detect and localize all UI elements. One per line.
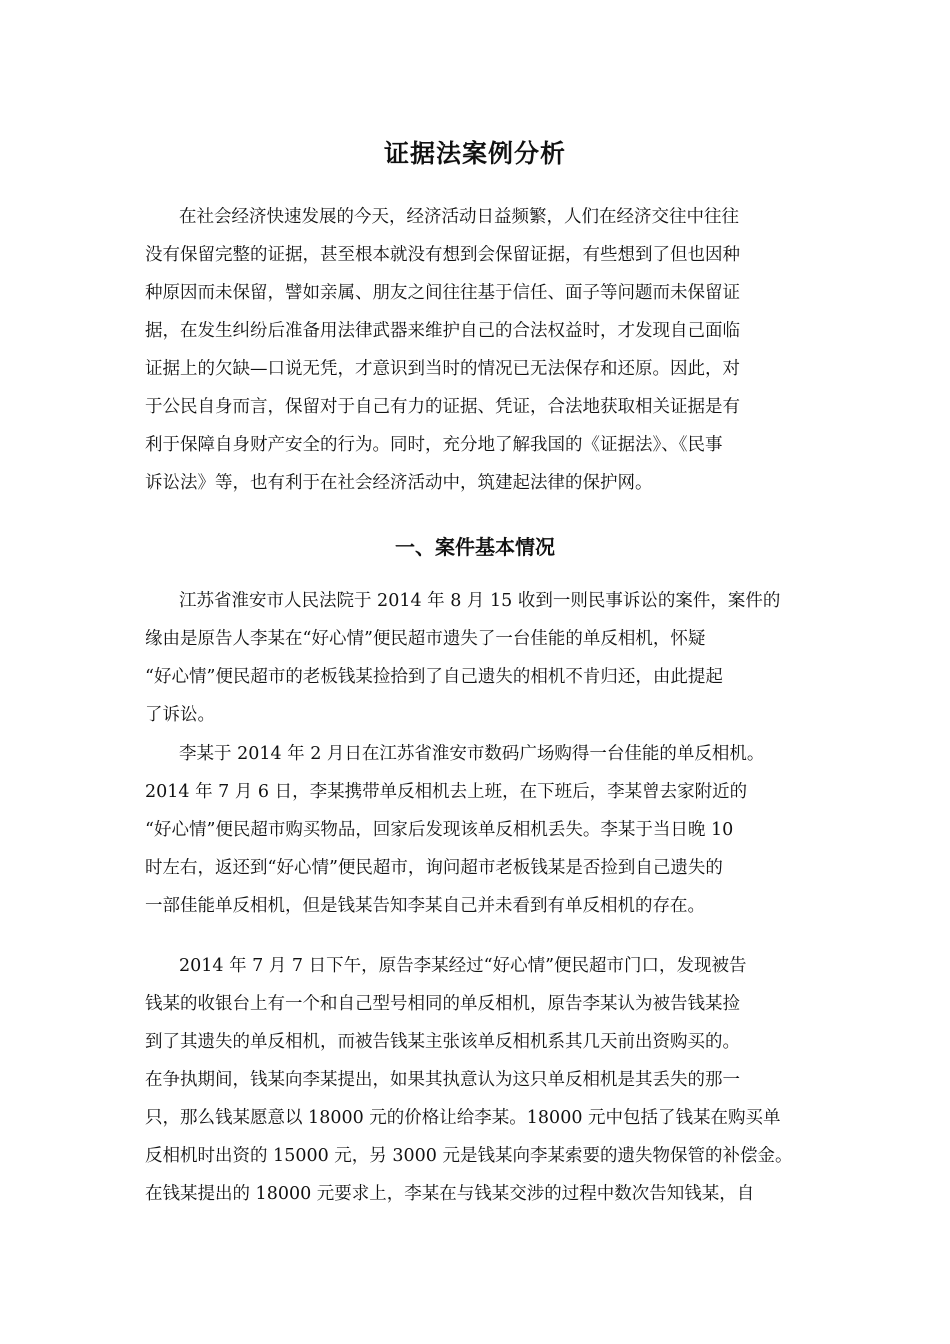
paragraph-line: 反相机时出资的 15000 元，另 3000 元是钱某向李某索要的遗失物保管的补偿金。 [145, 1146, 793, 1166]
case-paragraph-1 [145, 582, 805, 734]
paragraph-line: 江苏省淮安市人民法院于 2014 年 8 月 15 收到一则民事诉讼的案件，案件的 [179, 591, 781, 611]
paragraph-line: 一部佳能单反相机，但是钱某告知李某自己并未看到有单反相机的存在。 [145, 896, 705, 916]
paragraph-line: 据，在发生纠纷后准备用法律武器来维护自己的合法权益时，才发现自己面临 [145, 321, 740, 341]
paragraph-line: 在争执期间，钱某向李某提出，如果其执意认为这只单反相机是其丢失的那一 [145, 1070, 740, 1090]
paragraph-line: 在钱某提出的 18000 元要求上，李某在与钱某交涉的过程中数次告知钱某，自 [145, 1184, 755, 1204]
case-paragraph-2 [145, 735, 805, 925]
paragraph-line: 在社会经济快速发展的今天，经济活动日益频繁，人们在经济交往中往往 [179, 207, 739, 227]
document-title: 证据法案例分析 [383, 139, 566, 168]
paragraph-line: 2014 年 7 月 6 日，李某携带单反相机去上班，在下班后，李某曾去家附近的 [145, 782, 748, 802]
paragraph-line: 种原因而未保留，譬如亲属、朋友之间往往基于信任、面子等问题而未保留证 [145, 283, 740, 303]
paragraph-line: 诉讼法》等，也有利于在社会经济活动中，筑建起法律的保护网。 [145, 473, 653, 493]
paragraph-line: “好心情”便民超市购买物品，回家后发现该单反相机丢失。李某于当日晚 10 [145, 820, 734, 840]
paragraph-line: 到了其遗失的单反相机，而被告钱某主张该单反相机系其几天前出资购买的。 [145, 1032, 740, 1052]
paragraph-line: 没有保留完整的证据，甚至根本就没有想到会保留证据，有些想到了但也因种 [145, 245, 740, 265]
paragraph-line: 时左右，返还到“好心情”便民超市，询问超市老板钱某是否捡到自己遗失的 [145, 858, 723, 878]
paragraph-line: 李某于 2014 年 2 月日在江苏省淮安市数码广场购得一台佳能的单反相机。 [179, 744, 765, 764]
paragraph-line: 钱某的收银台上有一个和自己型号相同的单反相机，原告李某认为被告钱某捡 [145, 994, 740, 1014]
paragraph-line: “好心情”便民超市的老板钱某捡拾到了自己遗失的相机不肯归还，由此提起 [145, 667, 723, 687]
section-heading: 一、案件基本情况 [395, 535, 555, 559]
paragraph-line: 缘由是原告人李某在“好心情”便民超市遗失了一台佳能的单反相机，怀疑 [145, 629, 706, 649]
intro-paragraph [145, 198, 805, 502]
paragraph-line: 了诉讼。 [145, 705, 215, 725]
case-paragraph-3 [145, 947, 805, 1213]
paragraph-line: 证据上的欠缺—口说无凭，才意识到当时的情况已无法保存和还原。因此，对 [145, 359, 740, 379]
paragraph-line: 2014 年 7 月 7 日下午，原告李某经过“好心情”便民超市门口，发现被告 [179, 956, 747, 976]
paragraph-line: 于公民自身而言，保留对于自己有力的证据、凭证，合法地获取相关证据是有 [145, 397, 740, 417]
paragraph-line: 只，那么钱某愿意以 18000 元的价格让给李某。18000 元中包括了钱某在购买单 [145, 1108, 781, 1128]
paragraph-line: 利于保障自身财产安全的行为。同时，充分地了解我国的《证据法》、《民事 [145, 435, 723, 455]
